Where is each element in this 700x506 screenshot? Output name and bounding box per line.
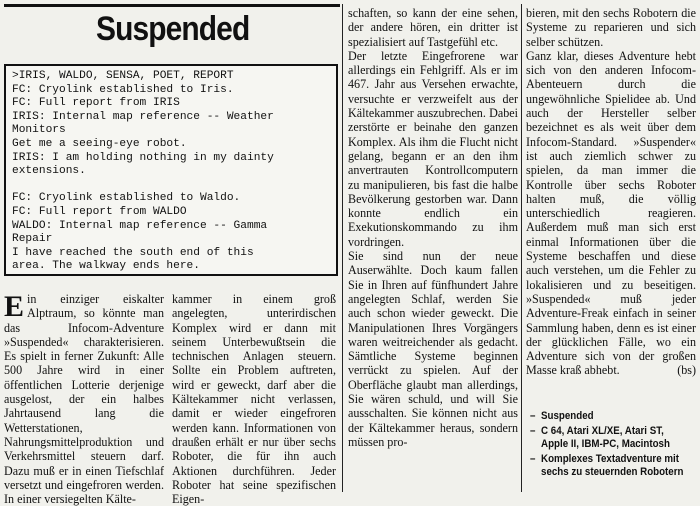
- transcript-line: Monitors: [12, 124, 66, 137]
- info-description: Komplexes Textadventure mit sechs zu steuernden Robotern: [541, 453, 684, 478]
- info-item: [530, 453, 685, 478]
- info-dash: –: [530, 453, 536, 466]
- transcript-line: FC: Cryolink established to Waldo.: [12, 192, 241, 205]
- article-title: Suspended: [96, 10, 250, 48]
- drop-cap: E: [4, 290, 25, 323]
- info-dash: –: [530, 410, 536, 422]
- article-column-2: [172, 292, 336, 506]
- transcript-line: FC: Full report from IRIS: [12, 97, 180, 110]
- transcript-line: >IRIS, WALDO, SENSA, POET, REPORT: [12, 70, 234, 82]
- info-game-title: Suspended: [541, 410, 594, 422]
- column-3-paragraph-1: schaften, so kann der eine sehen, der andere hören, ein dritter ist spezialisiert auf Tastgefühl etc.: [348, 6, 518, 49]
- column-divider: [342, 4, 343, 492]
- transcript-line: FC: Full report from WALDO: [12, 205, 187, 218]
- column-4-paragraph-1: bieren, mit den sechs Robotern die Systeme zu reparieren und sich selber schützen.: [526, 6, 696, 49]
- column-4-paragraph-2: [526, 49, 696, 378]
- transcript-line: IRIS: Internal map reference -- Weather: [12, 110, 274, 123]
- transcript-line: extensions.: [12, 165, 86, 178]
- transcript-line: [12, 179, 330, 193]
- column-2-paragraph: kammer in einem groß angelegten, unterirdischen Komplex wird er dann mit seinem Unterbewußtsein die technischen Anlagen steuern. Sollte ein Problem auftreten, wird er geweckt, darf aber die Kältekammer nicht verlassen, damit er wieder eingefroren werden kann. Informationen von draußen erhält er nur über sechs Roboter, die für ihn auch Aktionen durchführen. Jeder Roboter hat seine spezifischen Eigen-: [172, 292, 336, 506]
- transcript-line: Repair: [12, 233, 53, 246]
- column-4-paragraph-2-text: Ganz klar, dieses Adventure hebt sich von den anderen Infocom-Abenteuern durch die ungewöhnliche Spielidee ab. Und auch der Hersteller selber bezeichnet es als weit über dem Infocom-Standard. »Suspender« ist auch ziemlich schwer zu spielen, da man immer die Kontrolle über sechs Roboter halten muß, die völlig unterschiedlich reagieren. Außerdem muß man sich erst einmal Informationen über die Systeme beschaffen und diese auch verstehen, um die Fehler zu lokalisieren und zu beseitigen. »Suspended« muß jeder Adventure-Freak einfach in seiner Sammlung haben, denn es ist einer der glücklichen Fälle, wo ein Adventure sich von der großen Masse kraß abhebt.: [526, 48, 696, 378]
- info-dash: –: [530, 425, 536, 438]
- column-3-paragraph-3: Sie sind nun der neue Auserwählte. Doch kaum fallen Sie in Ihren auf fünfhundert Jahre angelegten Schlaf, werden Sie auch schon wieder geweckt. Die Manipulationen Ihres Vorgängers waren weitreichender als gedacht. Sämtliche Systeme beginnen verrückt zu spielen. Auf der Oberfläche glaubt man allerdings, Sie wären schuld, und will Sie ausschalten. Sie können nicht aus der Kältekammer heraus, sondern müssen pro-: [348, 249, 518, 449]
- intro-text: in einziger eiskalter Alptraum, so könnte man das Infocom-Adventure »Suspended« charakterisieren. Es spielt in ferner Zukunft: Alle 500 Jahre wird in einer öffentlichen Lotterie derjenige ausgelost, der ein halbes Jahrtausend lang die Wetterstationen, Nahrungsmittelproduktion und Verkehrsmittel steuern darf. Dazu muß er in einen Tiefschlaf versetzt und eingefroren werden. In einer versiegelten Kälte-: [4, 292, 164, 506]
- transcript-line: area. The walkway ends here.: [12, 260, 200, 273]
- title-bar: [4, 4, 340, 52]
- article-column-4: [526, 6, 696, 378]
- info-item: [530, 425, 685, 450]
- transcript-line: WALDO: Internal map reference -- Gamma: [12, 219, 268, 232]
- game-info-box: [530, 410, 685, 481]
- column-3-paragraph-2: Der letzte Eingefrorene war allerdings ein Fehlgriff. Als er im 467. Jahr aus Versehen erwachte, versuchte er verzweifelt aus der Kältekammer auszubrechen. Dabei zerstörte er beinahe den ganzen Komplex. Als ihm die Flucht nicht gelang, begann er an den ihm anvertrauten Kontrollcomputern zu manipulieren, bis fast die halbe Bevölkerung gestorben war. Dann konnte endlich ein Exekutionskommando zu ihm vordringen.: [348, 48, 518, 249]
- author-signature: (bs): [677, 363, 696, 378]
- game-transcript-box: [4, 64, 338, 276]
- transcript-line: Get me a seeing-eye robot.: [12, 137, 187, 150]
- article-column-1: [4, 292, 164, 506]
- intro-paragraph: [4, 292, 164, 506]
- article-column-3: [348, 6, 518, 449]
- info-platforms: C 64, Atari XL/XE, Atari ST, Apple II, IBM-PC, Macintosh: [541, 425, 670, 450]
- transcript-line: FC: Cryolink established to Iris.: [12, 83, 234, 96]
- transcript-line: IRIS: I am holding nothing in my dainty: [12, 151, 274, 164]
- transcript-line: I have reached the south end of this: [12, 246, 254, 259]
- column-divider: [521, 4, 522, 492]
- info-item: [530, 410, 685, 422]
